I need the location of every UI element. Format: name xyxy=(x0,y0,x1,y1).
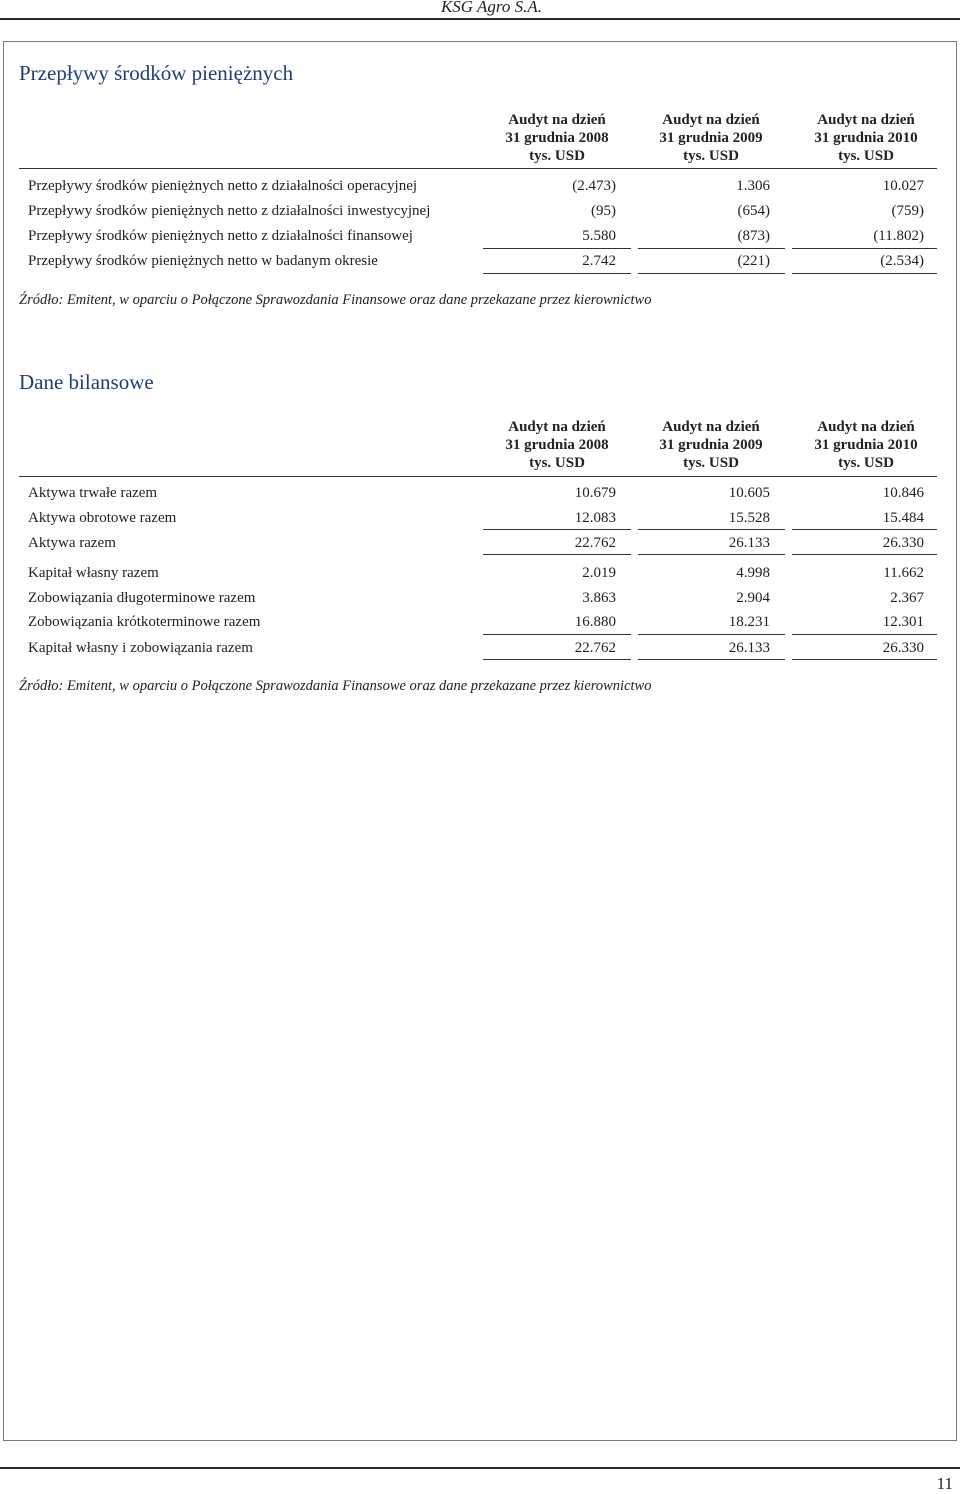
value-2008: 10.679 xyxy=(574,485,616,501)
cashflow-col-2010-header xyxy=(786,111,946,165)
value-2010: (11.802) xyxy=(873,228,924,244)
value-2008: 12.083 xyxy=(574,510,616,526)
table-row xyxy=(0,228,960,248)
col-header-line: tys. USD xyxy=(838,148,894,164)
table-row xyxy=(0,614,960,634)
balance-header-rule xyxy=(19,476,937,477)
value-2009: 15.528 xyxy=(728,510,770,526)
total-underline xyxy=(638,659,785,660)
subtotal-underline xyxy=(792,529,937,530)
value-2009: 2.904 xyxy=(736,590,770,606)
value-2009: 4.998 xyxy=(736,565,770,581)
table-row xyxy=(0,178,960,198)
table-row xyxy=(0,510,960,530)
table-row xyxy=(0,535,960,555)
table-row xyxy=(0,565,960,585)
row-label: Przepływy środków pieniężnych netto w badanym okresie xyxy=(28,253,378,269)
value-2009: (221) xyxy=(737,253,770,269)
subtotal-underline xyxy=(483,248,631,249)
value-2008: 16.880 xyxy=(574,614,616,630)
value-2009: 26.133 xyxy=(728,640,770,656)
subtotal-underline xyxy=(483,634,631,635)
running-header-title: KSG Agro S.A. xyxy=(440,0,542,16)
total-underline xyxy=(792,554,937,555)
col-header-line: 31 grudnia 2009 xyxy=(659,437,763,453)
subtotal-underline xyxy=(792,248,937,249)
value-2008: (95) xyxy=(591,203,616,219)
col-header-line: tys. USD xyxy=(529,455,585,471)
value-2010: (2.534) xyxy=(880,253,924,269)
row-label: Zobowiązania długoterminowe razem xyxy=(28,590,256,606)
row-label: Przepływy środków pieniężnych netto z działalności inwestycyjnej xyxy=(28,203,431,219)
col-header-line: 31 grudnia 2009 xyxy=(659,130,763,146)
page-number: 11 xyxy=(936,1474,953,1493)
row-label: Kapitał własny razem xyxy=(28,565,159,581)
value-2010: 11.662 xyxy=(883,565,924,581)
total-underline xyxy=(792,273,937,274)
value-2010: 10.846 xyxy=(882,485,924,501)
value-2010: 26.330 xyxy=(882,535,924,551)
value-2010: (759) xyxy=(891,203,924,219)
col-header-line: 31 grudnia 2008 xyxy=(505,437,609,453)
subtotal-underline xyxy=(638,634,785,635)
cashflow-section-title: Przepływy środków pieniężnych xyxy=(19,61,294,85)
col-header-line: tys. USD xyxy=(838,455,894,471)
value-2010: 15.484 xyxy=(882,510,924,526)
total-underline xyxy=(483,554,631,555)
subtotal-underline xyxy=(483,529,631,530)
table-row xyxy=(0,203,960,223)
col-header-line: Audyt na dzień xyxy=(662,112,760,128)
row-label: Przepływy środków pieniężnych netto z działalności operacyjnej xyxy=(28,178,418,194)
value-2010: 26.330 xyxy=(882,640,924,656)
total-underline xyxy=(792,659,937,660)
balance-col-2010-header xyxy=(786,418,946,472)
row-label: Aktywa obrotowe razem xyxy=(28,510,177,526)
col-header-line: tys. USD xyxy=(683,148,739,164)
value-2008: 22.762 xyxy=(574,535,616,551)
col-header-line: Audyt na dzień xyxy=(508,112,606,128)
value-2009: 18.231 xyxy=(728,614,770,630)
total-underline xyxy=(483,273,631,274)
table-row xyxy=(0,590,960,610)
row-label: Kapitał własny i zobowiązania razem xyxy=(28,640,253,656)
content-frame xyxy=(3,41,957,1441)
footer-rule xyxy=(0,1467,960,1469)
subtotal-underline xyxy=(638,248,785,249)
value-2008: 2.742 xyxy=(582,253,616,269)
total-underline xyxy=(483,659,631,660)
cashflow-header-rule xyxy=(19,168,937,169)
col-header-line: 31 grudnia 2010 xyxy=(814,437,918,453)
cashflow-col-2008-header xyxy=(477,111,637,165)
col-header-line: 31 grudnia 2010 xyxy=(814,130,918,146)
total-underline xyxy=(638,554,785,555)
value-2008: (2.473) xyxy=(572,178,616,194)
row-label: Przepływy środków pieniężnych netto z działalności finansowej xyxy=(28,228,413,244)
value-2009: (873) xyxy=(737,228,770,244)
col-header-line: Audyt na dzień xyxy=(508,419,606,435)
value-2009: 1.306 xyxy=(736,178,770,194)
balance-col-2009-header xyxy=(631,418,791,472)
value-2009: 26.133 xyxy=(728,535,770,551)
subtotal-underline xyxy=(792,634,937,635)
balance-col-2008-header xyxy=(477,418,637,472)
col-header-line: Audyt na dzień xyxy=(817,419,915,435)
table-row xyxy=(0,253,960,273)
table-row xyxy=(0,640,960,660)
balance-section-title: Dane bilansowe xyxy=(19,370,154,394)
value-2008: 3.863 xyxy=(582,590,616,606)
value-2008: 2.019 xyxy=(582,565,616,581)
value-2010: 12.301 xyxy=(882,614,924,630)
value-2008: 5.580 xyxy=(582,228,616,244)
balance-source-note: Źródło: Emitent, w oparciu o Połączone Sprawozdania Finansowe oraz dane przekazane przez kierownictwo xyxy=(19,678,652,694)
cashflow-col-2009-header xyxy=(631,111,791,165)
value-2010: 2.367 xyxy=(890,590,924,606)
col-header-line: tys. USD xyxy=(529,148,585,164)
row-label: Aktywa trwałe razem xyxy=(28,485,158,501)
header-rule xyxy=(0,18,960,20)
cashflow-source-note: Źródło: Emitent, w oparciu o Połączone Sprawozdania Finansowe oraz dane przekazane przez kierownictwo xyxy=(19,292,652,308)
value-2010: 10.027 xyxy=(882,178,924,194)
col-header-line: tys. USD xyxy=(683,455,739,471)
col-header-line: 31 grudnia 2008 xyxy=(505,130,609,146)
value-2009: (654) xyxy=(737,203,770,219)
value-2009: 10.605 xyxy=(728,485,770,501)
col-header-line: Audyt na dzień xyxy=(817,112,915,128)
col-header-line: Audyt na dzień xyxy=(662,419,760,435)
subtotal-underline xyxy=(638,529,785,530)
total-underline xyxy=(638,273,785,274)
value-2008: 22.762 xyxy=(574,640,616,656)
row-label: Aktywa razem xyxy=(28,535,116,551)
row-label: Zobowiązania krótkoterminowe razem xyxy=(28,614,261,630)
table-row xyxy=(0,485,960,505)
